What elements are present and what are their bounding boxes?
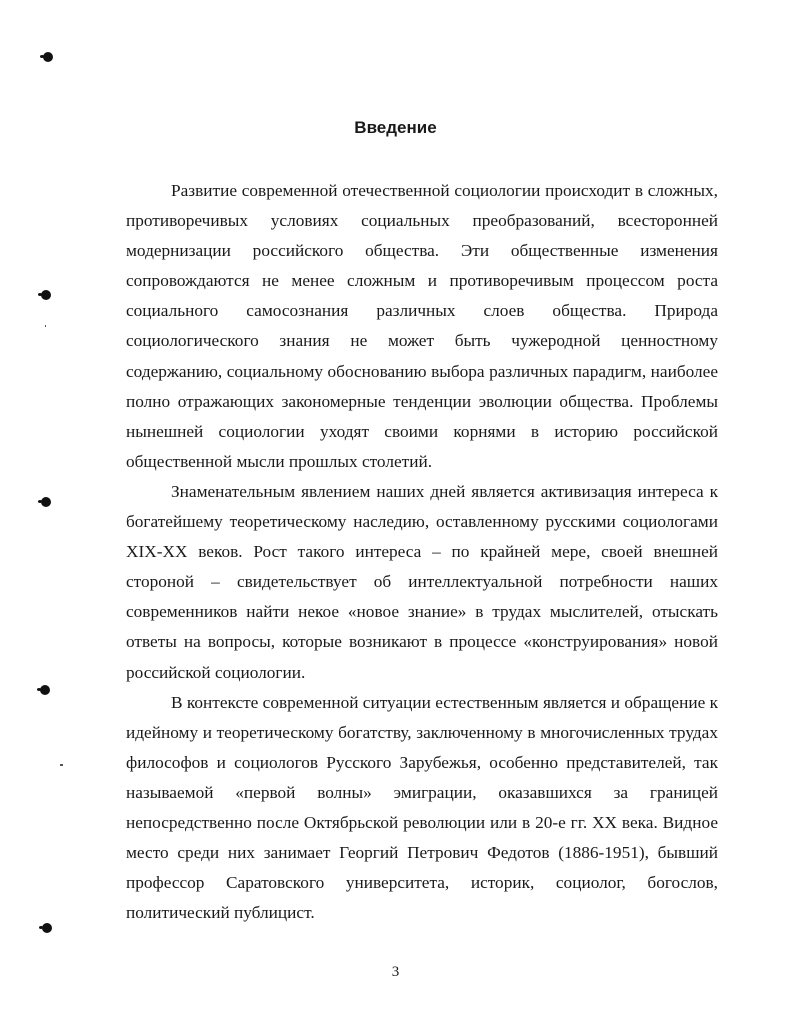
punch-hole-mark (42, 923, 52, 933)
scan-speck (60, 764, 63, 766)
scan-speck (45, 325, 46, 327)
paragraph-2: Знаменательным явлением наших дней является активизация интереса к богатейшему теоретическому наследию, оставленному русскими социологами XIX-XX веков. Рост такого интереса – по крайней мере, своей внешней стороной – свидетельствует об интеллектуальной потребности наших современников найти некое «новое знание» в трудах мыслителей, отыскать ответы на вопросы, которые возникают в процессе «конструирования» новой российской социологии. (126, 481, 718, 682)
body-text (126, 176, 718, 928)
punch-hole-mark (41, 290, 51, 300)
punch-hole-mark (43, 52, 53, 62)
paragraph-1: Развитие современной отечественной социологии происходит в сложных, противоречивых условиях социальных преобразований, всесторонней модернизации российского общества. Эти общественные изменения сопровождаются не менее сложным и противоречивым процессом роста социального самосознания различных слоев общества. Природа социологического знания не может быть чужеродной ценностному содержанию, социальному обоснованию выбора различных парадигм, наиболее полно отражающих закономерные тенденции эволюции общества. Проблемы нынешней социологии уходят своими корнями в историю российской общественной мысли прошлых столетий. (126, 181, 718, 471)
punch-hole-mark (41, 497, 51, 507)
punch-hole-mark (40, 685, 50, 695)
section-title: Введение (354, 118, 437, 137)
page-number: 3 (391, 964, 400, 980)
paragraph-3: В контексте современной ситуации естественным является и обращение к идейному и теоретическому богатству, заключенному в многочисленных трудах философов и социологов Русского Зарубежья, особенно представителей, так называемой «первой волны» эмиграции, оказавшихся за границей непосредственно после Октябрьской революции или в 20-е гг. XX века. Видное место среди них занимает Георгий Петрович Федотов (1886-1951), бывший профессор Саратовского университета, историк, социолог, богослов, политический публицист. (126, 692, 718, 923)
